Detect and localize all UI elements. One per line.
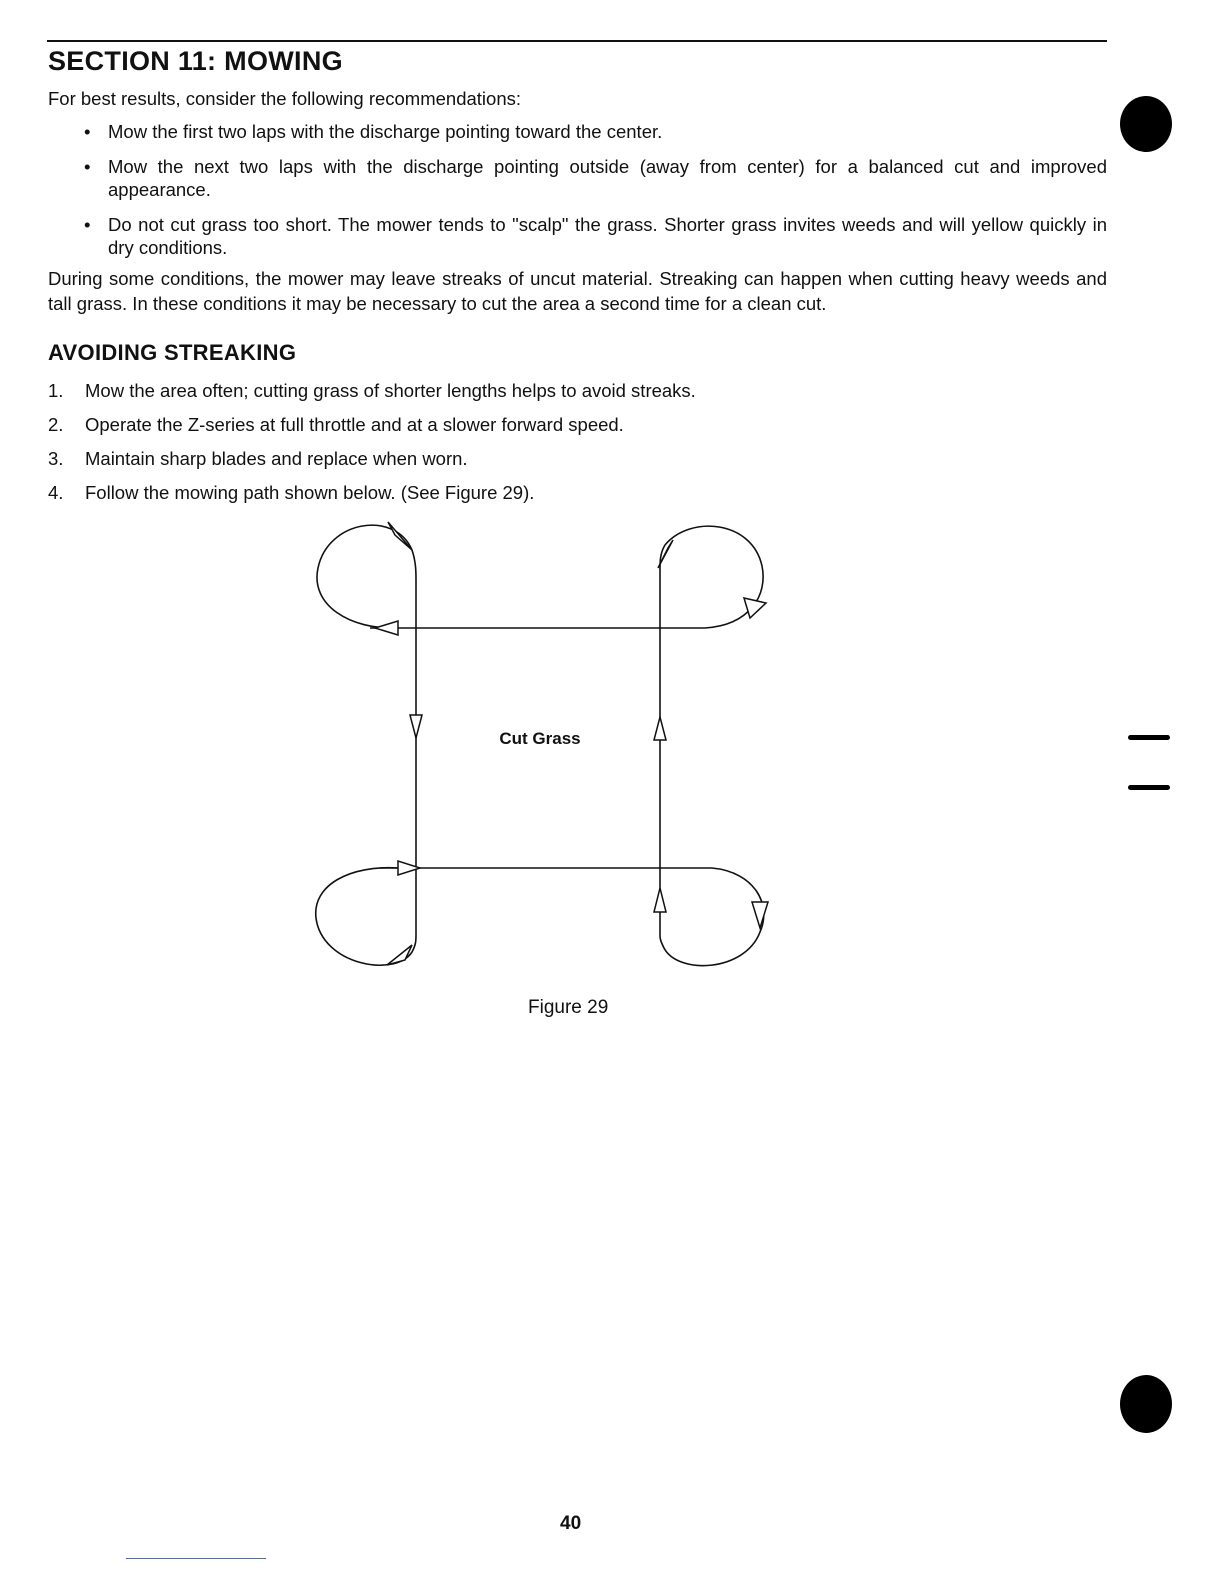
step-text: Operate the Z-series at full throttle and at a slower forward speed. bbox=[85, 414, 624, 435]
binder-hole-mark bbox=[1120, 96, 1172, 152]
step-text: Follow the mowing path shown below. (See Figure 29). bbox=[85, 482, 535, 503]
section-title: SECTION 11: MOWING bbox=[48, 46, 343, 76]
arrow-icon bbox=[654, 717, 666, 740]
top-rule bbox=[47, 40, 1107, 42]
page-number: 40 bbox=[560, 1513, 582, 1534]
arrow-icon bbox=[744, 598, 766, 618]
arrow-icon bbox=[388, 522, 412, 550]
bottom-rule bbox=[126, 1558, 266, 1559]
intro-text: For best results, consider the following recommendations: bbox=[48, 88, 521, 109]
step-text: Mow the area often; cutting grass of shorter lengths helps to avoid streaks. bbox=[85, 380, 696, 401]
streaking-paragraph: During some conditions, the mower may leave streaks of uncut material. Streaking can happen when cutting heavy weeds and tall grass. In these conditions it may be necessary to cut the area a second time for a clean cut. bbox=[48, 268, 1107, 314]
mowing-path-diagram bbox=[300, 505, 780, 985]
scan-mark bbox=[1128, 785, 1170, 790]
figure-caption: Figure 29 bbox=[528, 997, 609, 1018]
cut-grass-label: Cut Grass bbox=[499, 729, 581, 748]
step-number: 1. bbox=[48, 380, 64, 401]
scan-mark bbox=[1128, 735, 1170, 740]
list-item bbox=[48, 379, 696, 413]
list-item: • Do not cut grass too short. The mower tends to "scalp" the grass. Shorter grass invites weeds and will yellow quickly in dry conditions. bbox=[84, 213, 1107, 259]
loop-bottom-left bbox=[316, 868, 416, 965]
arrow-icon bbox=[410, 715, 422, 738]
list-item: • Mow the next two laps with the discharge pointing outside (away from center) for a balanced cut and improved appearance. bbox=[84, 155, 1107, 201]
arrow-icon bbox=[654, 888, 666, 912]
arrow-icon bbox=[387, 945, 412, 965]
list-item bbox=[48, 447, 696, 481]
list-item bbox=[48, 413, 696, 447]
step-number: 4. bbox=[48, 482, 64, 503]
binder-hole-mark bbox=[1120, 1375, 1172, 1433]
avoiding-streaking-heading: AVOIDING STREAKING bbox=[48, 340, 297, 365]
step-number: 2. bbox=[48, 414, 64, 435]
step-text: Maintain sharp blades and replace when worn. bbox=[85, 448, 468, 469]
list-item: • Mow the first two laps with the discharge pointing toward the center. bbox=[84, 120, 1107, 143]
loop-bottom-right bbox=[660, 868, 764, 966]
arrow-icon bbox=[752, 902, 768, 928]
step-number: 3. bbox=[48, 448, 64, 469]
arrow-icon bbox=[375, 621, 398, 635]
recommendation-list bbox=[84, 120, 1107, 271]
steps-list bbox=[48, 379, 696, 515]
